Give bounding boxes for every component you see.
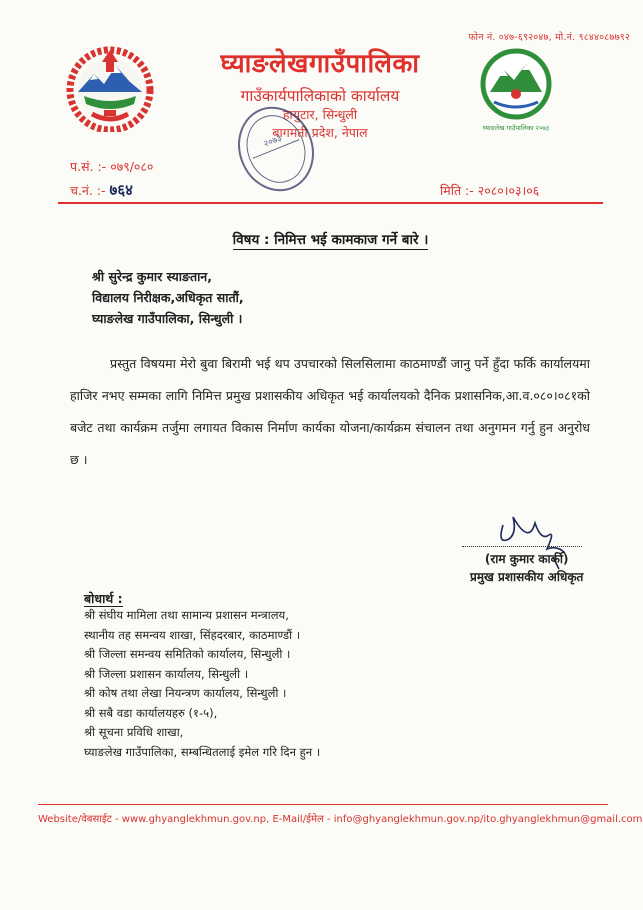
cc-list bbox=[84, 606, 320, 762]
cc-item: स्थानीय तह समन्वय शाखा, सिंहदरबार, काठमाण्डौं । bbox=[84, 627, 301, 642]
cc-item: घ्याङलेख गाउँपालिका, सम्बन्धितलाई इमेल गरि दिन हुन । bbox=[84, 744, 321, 759]
cc-item: श्री संघीय मामिला तथा सामान्य प्रशासन मन्त्रालय, bbox=[84, 608, 289, 622]
date-label: मिति :- bbox=[440, 183, 474, 198]
cc-item: श्री जिल्ला समन्वय समितिको कार्यालय, सिन्धुली । bbox=[84, 647, 291, 661]
nepal-emblem-icon bbox=[64, 44, 156, 132]
footer-contact: Website/वेबसाईट - www.ghyanglekhmun.gov.np, E-Mail/ईमेल - info@ghyanglekhmun.gov.np/ito.ghyanglekhmun@gmail.com bbox=[38, 814, 643, 825]
ps-label: प.सं. :- bbox=[70, 159, 107, 174]
logo-caption: घ्याङलेख गाउँपालिका २०७३ bbox=[482, 124, 550, 132]
stamp-year: २०७३ bbox=[262, 133, 284, 150]
cc-item: श्री कोष तथा लेखा नियन्त्रण कार्यालय, सिन्धुली । bbox=[84, 686, 287, 700]
cc-item: श्री जिल्ला प्रशासन कार्यालय, सिन्धुली । bbox=[84, 666, 249, 681]
letter-date bbox=[440, 182, 539, 199]
phone-number: फोन नं. ०४७-६९२०४७, मो.नं. ९८४४०८७७९२ bbox=[468, 32, 630, 43]
cc-heading bbox=[84, 590, 123, 607]
signatory-title: प्रमुख प्रशासकीय अधिकृत bbox=[470, 570, 584, 584]
address-line-1: हायुटार, सिन्धुली bbox=[282, 107, 358, 122]
cc-title: बोधार्थ : bbox=[84, 591, 123, 606]
header-divider bbox=[58, 202, 603, 204]
office-stamp-icon bbox=[233, 103, 319, 195]
signatory-name: (राम कुमार कार्की) bbox=[484, 552, 569, 566]
letter-subject bbox=[58, 230, 603, 248]
addressee-line: विद्यालय निरीक्षक,अधिकृत सातौं, bbox=[92, 290, 244, 305]
ps-ref bbox=[70, 158, 153, 175]
addressee-line: श्री सुरेन्द्र कुमार स्याङतान, bbox=[92, 269, 212, 284]
address-line-2: बागमती प्रदेश, नेपाल bbox=[272, 125, 368, 140]
chn-ref bbox=[70, 180, 133, 200]
municipality-logo-icon bbox=[480, 48, 552, 134]
cc-item: श्री सबै वडा कार्यालयहरु (१-५), bbox=[84, 705, 218, 720]
letter-body bbox=[70, 348, 590, 476]
municipality-name: घ्याङलेखगाउँपालिका bbox=[220, 49, 420, 79]
addressee-line: घ्याङलेख गाउँपालिका, सिन्धुली । bbox=[92, 311, 243, 326]
addressee-block bbox=[92, 266, 244, 329]
footer-divider bbox=[38, 804, 608, 805]
date-value: २०८०।०३।०६ bbox=[477, 183, 540, 198]
chn-value: ७६४ bbox=[109, 181, 133, 199]
subject-text: विषय : निमित्त भई कामकाज गर्ने बारे । bbox=[232, 232, 429, 248]
cc-item: श्री सूचना प्रविधि शाखा, bbox=[84, 725, 184, 739]
body-text: प्रस्तुत विषयमा मेरो बुवा बिरामी भई थप उपचारको सिलसिलामा काठमाण्डौं जानु पर्ने हुँदा फर्कि कार्यालयमा हाजिर नभए सम्मका लागि निमित्त प्रमुख प्रशासकीय अधिकृत भई कार्यालयको दैनिक प्रशासनिक,आ.व.०८०।०८१को बजेट तथा कार्यक्रम तर्जुमा लगायत विकास निर्माण कार्यका योजना/कार्यक्रम संचालन तथा अनुगमन गर्नु हुन अनुरोध छ । bbox=[70, 356, 590, 467]
ps-value: ०७९/०८० bbox=[110, 159, 154, 174]
office-name: गाउँकार्यपालिकाको कार्यालय bbox=[240, 87, 400, 105]
chn-label: च.नं. :- bbox=[70, 183, 106, 198]
signature-line bbox=[462, 546, 582, 547]
signatory-block bbox=[470, 550, 583, 586]
